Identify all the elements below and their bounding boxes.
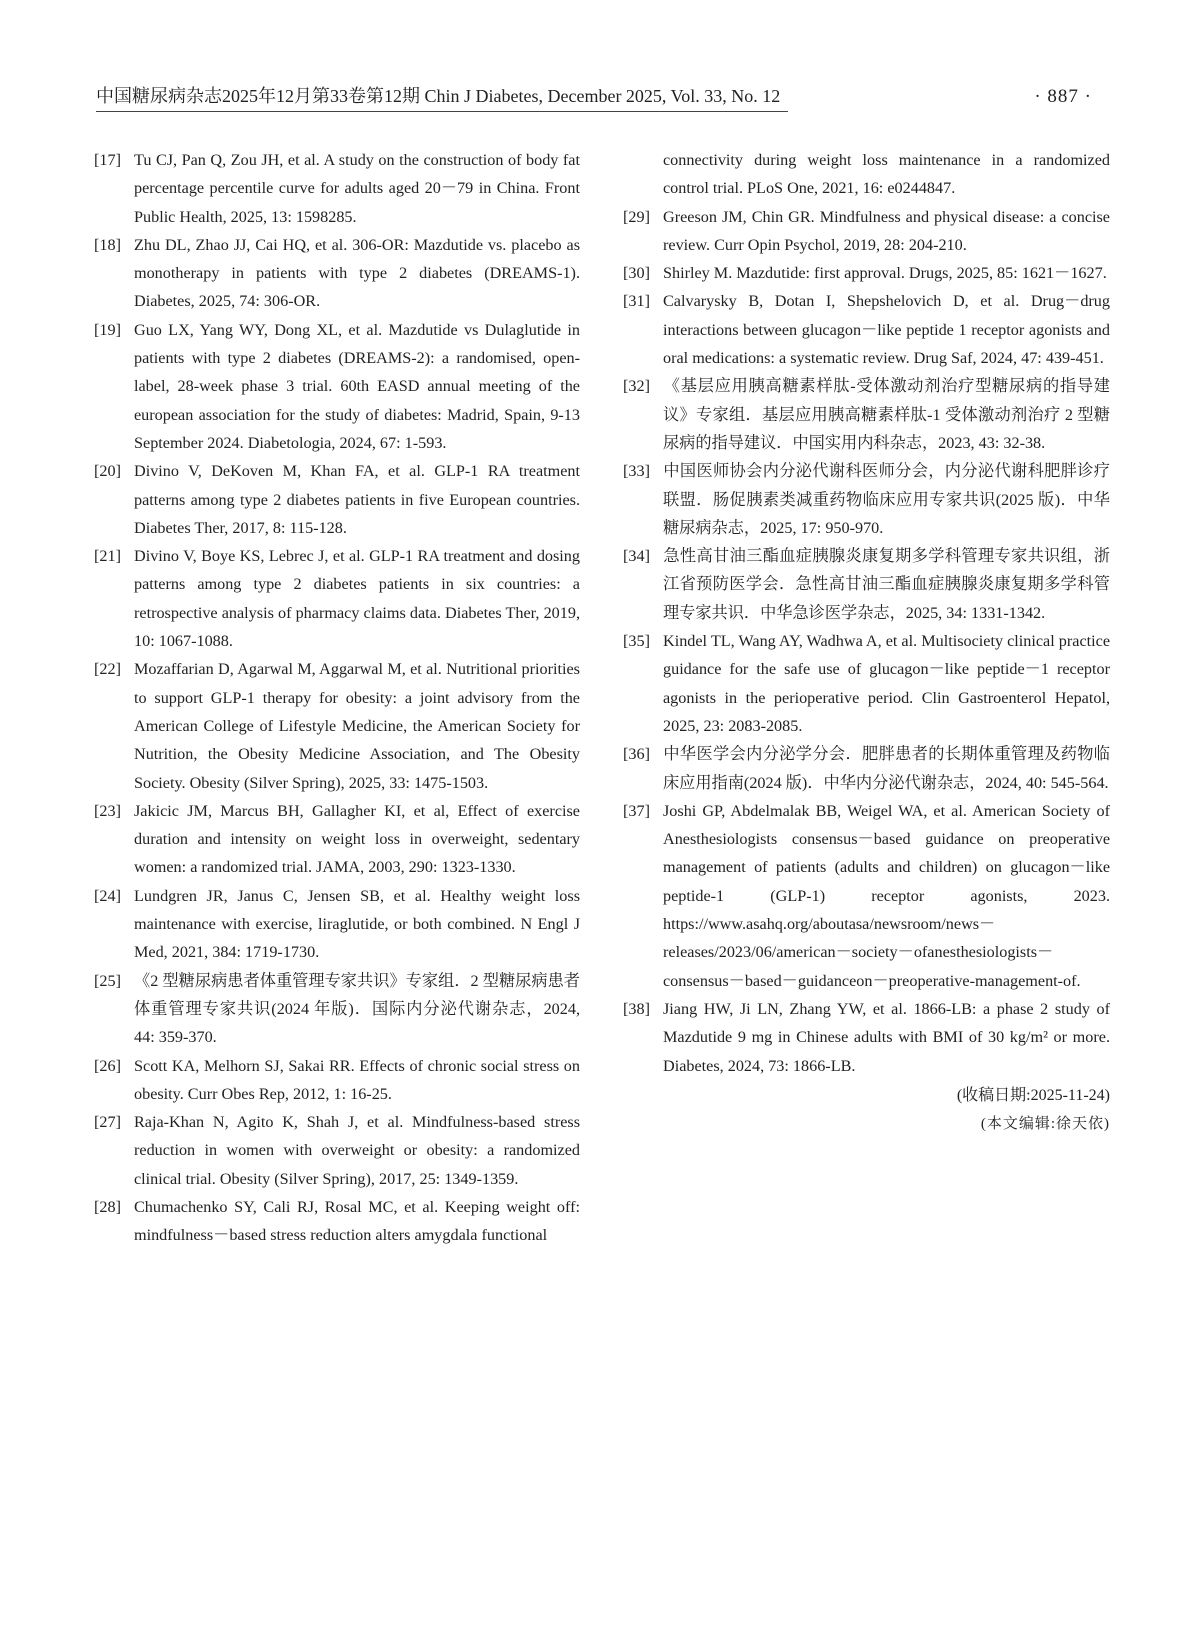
references-right-column (623, 146, 1110, 1138)
reference-number: [20] (94, 462, 121, 481)
reference-number: [18] (94, 235, 121, 254)
reference-number: [30] (623, 264, 650, 283)
reference-24 (94, 882, 580, 967)
reference-text: Divino V, DeKoven M, Khan FA, et al. GLP-1 RA treatment patterns among type 2 diabetes patients in five European countries. Diabetes Ther, 2017, 8: 115-128. (134, 462, 580, 537)
reference-number: [35] (623, 632, 650, 651)
reference-28-continued (623, 146, 1110, 203)
reference-number: [33] (623, 462, 650, 481)
reference-text: Zhu DL, Zhao JJ, Cai HQ, et al. 306-OR: Mazdutide vs. placebo as monotherapy in patients with type 2 diabetes (DREAMS-1). Diabetes, 2025, 74: 306-OR. (134, 235, 580, 311)
reference-number: [22] (94, 660, 121, 679)
reference-29 (623, 203, 1110, 260)
reference-text: Calvarysky B, Dotan I, Shepshelovich D, et al. Drug－drug interactions between glucagon－like peptide 1 receptor agonists and oral medications: a systematic review. Drug Saf, 2024, 47: 439-451. (663, 292, 1110, 368)
reference-text: Lundgren JR, Janus C, Jensen SB, et al. Healthy weight loss maintenance with exercise, liraglutide, or both combined. N Engl J Med, 2021, 384: 1719-1730. (134, 886, 580, 962)
reference-text: Mozaffarian D, Agarwal M, Aggarwal M, et al. Nutritional priorities to support GLP-1 therapy for obesity: a joint advisory from the American College of Lifestyle Medicine, the American Society for Nutrition, the Obesity Medicine Association, and The Obesity Society. Obesity (Silver Spring), 2025, 33: 1475-1503. (134, 660, 580, 792)
reference-text: Greeson JM, Chin GR. Mindfulness and physical disease: a concise review. Curr Opin Psychol, 2019, 28: 204-210. (663, 207, 1110, 254)
reference-25 (94, 967, 580, 1052)
reference-34 (623, 542, 1110, 627)
reference-number: [31] (623, 292, 650, 311)
reference-number: [26] (94, 1056, 121, 1075)
reference-17 (94, 146, 580, 231)
running-header (96, 84, 1092, 108)
reference-number: [29] (623, 207, 650, 226)
reference-32 (623, 372, 1110, 457)
reference-text: Jiang HW, Ji LN, Zhang YW, et al. 1866-LB: a phase 2 study of Mazdutide 9 mg in Chinese adults with BMI of 30 kg/m² or more. Diabetes, 2024, 73: 1866-LB. (663, 999, 1110, 1075)
header-rule (96, 111, 788, 112)
reference-number: [19] (94, 320, 121, 339)
reference-text: Jakicic JM, Marcus BH, Gallagher KI, et al, Effect of exercise duration and intensity on weight loss in overweight, sedentary women: a randomized trial. JAMA, 2003, 290: 1323-1330. (134, 801, 580, 877)
reference-number: [25] (94, 971, 121, 990)
reference-number: [28] (94, 1197, 121, 1216)
references-left-column (94, 146, 580, 1250)
editor-credit: (本文编辑:徐天依) (980, 1116, 1110, 1133)
reference-number: [17] (94, 151, 121, 169)
reference-38 (623, 995, 1110, 1080)
reference-number: [37] (623, 801, 650, 820)
reference-27 (94, 1108, 580, 1193)
reference-text: Raja-Khan N, Agito K, Shah J, et al. Mindfulness-based stress reduction in women with overweight or obesity: a randomized clinical trial. Obesity (Silver Spring), 2017, 25: 1349-1359. (134, 1113, 580, 1188)
reference-21 (94, 542, 580, 655)
reference-28 (94, 1193, 580, 1250)
reference-36 (623, 740, 1110, 797)
reference-text: 《2 型糖尿病患者体重管理专家共识》专家组．2 型糖尿病患者体重管理专家共识(2024 年版)．国际内分泌代谢杂志，2024, 44: 359-370. (134, 971, 580, 1047)
reference-number: [23] (94, 801, 121, 820)
reference-18 (94, 231, 580, 316)
received-date: (收稿日期:2025-11-24) (956, 1086, 1110, 1104)
reference-text: Kindel TL, Wang AY, Wadhwa A, et al. Multisociety clinical practice guidance for the safe use of glucagon－like peptide－1 receptor agonists in the perioperative period. Clin Gastroenterol Hepatol, 2025, 23: 2083-2085. (663, 632, 1110, 735)
reference-text: Shirley M. Mazdutide: first approval. Drugs, 2025, 85: 1621－1627. (663, 264, 1107, 283)
reference-30 (623, 259, 1110, 287)
reference-text: Chumachenko SY, Cali RJ, Rosal MC, et al. Keeping weight off: mindfulness－based stress reduction alters amygdala functional (134, 1197, 580, 1245)
reference-text: Scott KA, Melhorn SJ, Sakai RR. Effects of chronic social stress on obesity. Curr Obes Rep, 2012, 1: 16-25. (134, 1056, 580, 1103)
reference-26 (94, 1052, 580, 1109)
reference-37 (623, 797, 1110, 995)
reference-text: Joshi GP, Abdelmalak BB, Weigel WA, et al. American Society of Anesthesiologists consensus－based guidance on preoperative management of patients (adults and children) on glucagon－like peptide-1 (GLP-1) receptor agonists, 2023. https://www.asahq.org/aboutasa/newsroom/news－releases/2023/06/american－society－ofanesthesiologists－consensus－based－guidanceon－preoperative-management-of. (663, 801, 1110, 990)
reference-23 (94, 797, 580, 882)
reference-text: 《基层应用胰高糖素样肽-受体激动剂治疗型糖尿病的指导建议》专家组．基层应用胰高糖素样肽-1 受体激动剂治疗 2 型糖尿病的指导建议．中国实用内科杂志，2023, 43: 32-38. (663, 377, 1110, 452)
reference-text: Tu CJ, Pan Q, Zou JH, et al. A study on the construction of body fat percentage percentile curve for adults aged 20－79 in China. Front Public Health, 2025, 13: 1598285. (134, 151, 580, 226)
reference-number: [27] (94, 1113, 121, 1132)
reference-number: [34] (623, 547, 650, 566)
reference-33 (623, 457, 1110, 542)
reference-19 (94, 316, 580, 457)
reference-31 (623, 287, 1110, 372)
reference-text: connectivity during weight loss maintenance in a randomized control trial. PLoS One, 2021, 16: e0244847. (663, 151, 1110, 198)
page-number: · 887 · (1034, 86, 1092, 107)
journal-line: 中国糖尿病杂志2025年12月第33卷第12期 Chin J Diabetes, December 2025, Vol. 33, No. 12 (96, 86, 781, 106)
reference-22 (94, 655, 580, 796)
reference-text: Divino V, Boye KS, Lebrec J, et al. GLP-1 RA treatment and dosing patterns among type 2 diabetes patients in six countries: a retrospective analysis of pharmacy claims data. Diabetes Ther, 2019, 10: 1067-1088. (134, 547, 580, 651)
reference-35 (623, 627, 1110, 740)
reference-number: [36] (623, 745, 650, 764)
reference-text: Guo LX, Yang WY, Dong XL, et al. Mazdutide vs Dulaglutide in patients with type 2 diabetes (DREAMS-2): a randomised, open-label, 28-week phase 3 trial. 60th EASD annual meeting of the european association for the study of diabetes: Madrid, Spain, 9-13 September 2024. Diabetologia, 2024, 67: 1-593. (134, 320, 580, 452)
reference-number: [38] (623, 999, 650, 1018)
reference-text: 急性高甘油三酯血症胰腺炎康复期多学科管理专家共识组，浙江省预防医学会．急性高甘油三酯血症胰腺炎康复期多学科管理专家共识．中华急诊医学杂志，2025, 34: 1331-1342. (663, 547, 1110, 622)
reference-number: [24] (94, 886, 121, 905)
reference-20 (94, 457, 580, 542)
reference-text: 中国医师协会内分泌代谢科医师分会，内分泌代谢科肥胖诊疗联盟．肠促胰素类减重药物临床应用专家共识(2025 版)．中华糖尿病杂志，2025, 17: 950-970. (663, 462, 1110, 537)
reference-number: [32] (623, 377, 650, 396)
reference-text: 中华医学会内分泌学分会．肥胖患者的长期体重管理及药物临床应用指南(2024 版)．中华内分泌代谢杂志，2024, 40: 545-564. (663, 745, 1110, 792)
reference-number: [21] (94, 547, 121, 566)
